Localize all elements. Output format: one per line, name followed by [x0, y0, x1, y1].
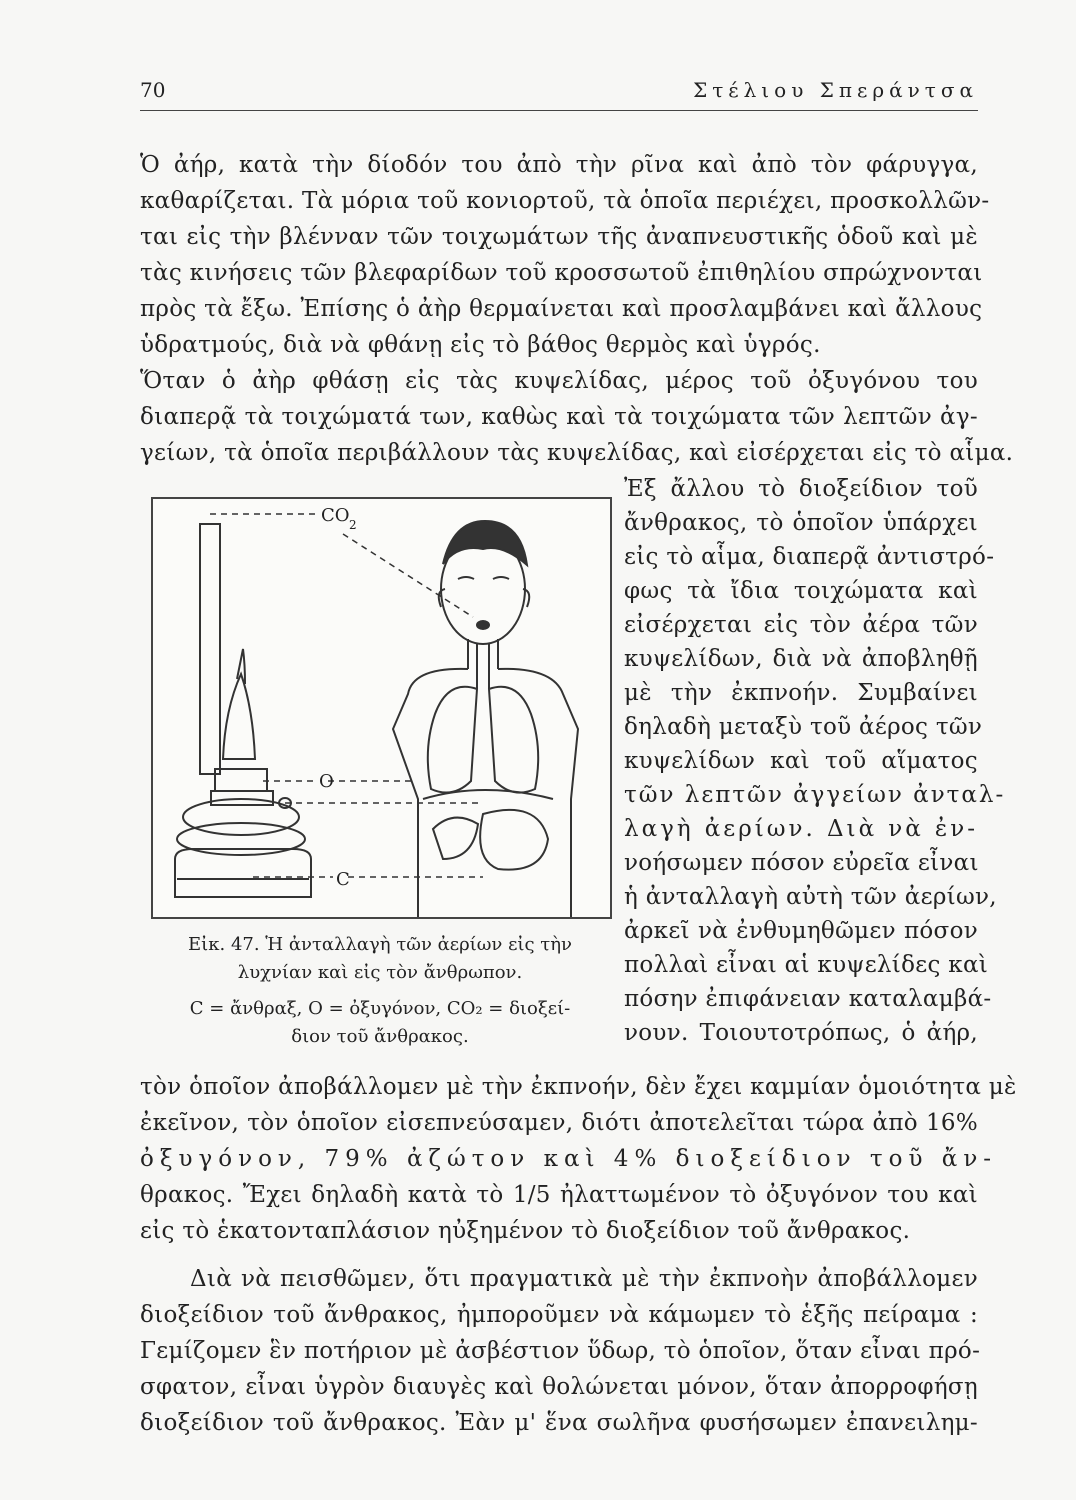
lamp-flame: [223, 674, 255, 759]
stomach: [480, 810, 548, 870]
side-text-line: ἀρκεῖ νὰ ἐνθυμηθῶμεν πόσον: [624, 918, 978, 944]
running-head: Στέλιου Σπεράντσα: [693, 78, 978, 102]
text-line: θρακος. Ἔχει δηλαδὴ κατὰ τὸ 1/5 ἠλαττωμένον τὸ ὀξυγόνον του καὶ: [140, 1182, 978, 1208]
text-line: πρὸς τὰ ἔξω. Ἐπίσης ὁ ἀὴρ θερμαίνεται καὶ προσλαμβάνει καὶ ἄλλους: [140, 296, 983, 322]
side-text-line: κυψελίδων καὶ τοῦ αἵματος: [624, 748, 978, 774]
page-header: [140, 74, 978, 111]
side-text-line: ἡ ἀνταλλαγὴ αὐτὴ τῶν ἀερίων,: [624, 884, 997, 910]
side-text-line: εἰσέρχεται εἰς τὸν ἀέρα τῶν: [624, 612, 978, 638]
text-line: ὀξυγόνον, 79% ἀζώτον καὶ 4% διοξείδιον τοῦ ἄν-: [140, 1146, 998, 1172]
text-line: Ὁ ἀήρ, κατὰ τὴν δίοδόν του ἀπὸ τὴν ρῖνα καὶ ἀπὸ τὸν φάρυγγα,: [140, 152, 978, 178]
figure-caption-line: Εἰκ. 47. Ἡ ἀνταλλαγὴ τῶν ἀερίων εἰς τὴν: [188, 934, 572, 955]
side-text-line: πόσην ἐπιφάνειαν καταλαμβά-: [624, 986, 992, 1012]
text-line: τὸν ὁποῖον ἀποβάλλομεν μὲ τὴν ἐκπνοήν, δὲν ἔχει καμμίαν ὁμοιότητα μὲ: [140, 1074, 1017, 1100]
label-o: O: [319, 771, 334, 792]
text-line: σφατον, εἶναι ὑγρὸν διαυγὲς καὶ θολώνεται μόνον, ὅταν ἀπορροφήσῃ: [140, 1374, 978, 1400]
lung-right: [489, 687, 538, 793]
text-line: ὑδρατμούς, διὰ νὰ φθάνῃ εἰς τὸ βάθος θερμὸς καὶ ὑγρός.: [140, 332, 821, 358]
figure-caption-line: C = ἄνθραξ, O = ὀξυγόνον, CO₂ = διοξεί-: [189, 998, 571, 1019]
side-text-line: ἄνθρακος, τὸ ὁποῖον ὑπάρχει: [624, 510, 978, 536]
text-line: διοξείδιον τοῦ ἄνθρακος, ἠμποροῦμεν νὰ κάμωμεν τὸ ἑξῆς πείραμα :: [140, 1302, 978, 1328]
side-text-line: λαγὴ ἀερίων. Διὰ νὰ ἐν-: [624, 816, 978, 842]
side-text-line: δηλαδὴ μεταξὺ τοῦ ἀέρος τῶν: [624, 714, 983, 740]
figure-caption-line: διον τοῦ ἄνθρακος.: [291, 1026, 469, 1047]
text-line: Ὅταν ὁ ἀὴρ φθάσῃ εἰς τὰς κυψελίδας, μέρος τοῦ ὀξυγόνου του: [140, 368, 978, 394]
side-text-line: Ἐξ ἄλλου τὸ διοξείδιον τοῦ: [624, 476, 978, 502]
page-number: 70: [140, 78, 166, 102]
side-text-line: εἰς τὸ αἷμα, διαπερᾷ ἀντιστρό-: [624, 544, 995, 570]
text-line: διοξείδιον τοῦ ἄνθρακος. Ἐὰν μ' ἕνα σωλῆνα φυσήσωμεν ἐπανειλημ-: [140, 1410, 978, 1436]
side-text-line: πολλαὶ εἶναι αἱ κυψελίδες καὶ: [624, 952, 989, 978]
figure-illustration: [153, 499, 610, 917]
text-line: καθαρίζεται. Τὰ μόρια τοῦ κονιορτοῦ, τὰ ὁποῖα περιέχει, προσκολλῶν-: [140, 188, 990, 214]
figure-caption-line: λυχνίαν καὶ εἰς τὸν ἄνθρωπον.: [237, 962, 523, 983]
person-torso: [393, 669, 578, 917]
side-text-line: τῶν λεπτῶν ἀγγείων ἀνταλ-: [624, 782, 1006, 808]
label-co2-subscript: 2: [349, 518, 357, 532]
side-text-line: μὲ τὴν ἐκπνοήν. Συμβαίνει: [624, 680, 978, 706]
label-c: C: [336, 869, 350, 890]
figure-gas-exchange: [151, 497, 612, 919]
text-line: Διὰ νὰ πεισθῶμεν, ὅτι πραγματικὰ μὲ τὴν ἐκπνοὴν ἀποβάλλομεν: [190, 1266, 978, 1292]
lung-left: [428, 687, 477, 793]
side-text-line: φως τὰ ἴδια τοιχώματα καὶ: [624, 578, 978, 604]
text-line: διαπερᾷ τὰ τοιχώματά των, καθὼς καὶ τὰ τοιχώματα τῶν λεπτῶν ἀγ-: [140, 404, 978, 430]
text-line: εἰς τὸ ἑκατονταπλάσιον ηὐξημένον τὸ διοξείδιον τοῦ ἄνθρακος.: [140, 1218, 911, 1244]
text-line: Γεμίζομεν ἓν ποτήριον μὲ ἀσβέστιον ὕδωρ, τὸ ὁποῖον, ὅταν εἶναι πρό-: [140, 1338, 981, 1364]
label-co2: CO: [321, 505, 350, 526]
lamp-chimney: [200, 524, 220, 774]
lamp-burner: [215, 769, 267, 791]
side-text-line: νουν. Τοιουτοτρόπως, ὁ ἀήρ,: [624, 1020, 978, 1046]
side-text-line: κυψελίδων, διὰ νὰ ἀποβληθῇ: [624, 646, 978, 672]
text-line: ἐκεῖνον, τὸν ὁποῖον εἰσεπνεύσαμεν, διότι ἀποτελεῖται τώρα ἀπὸ 16%: [140, 1110, 978, 1136]
text-line: γείων, τὰ ὁποῖα περιβάλλουν τὰς κυψελίδας, καὶ εἰσέρχεται εἰς τὸ αἷμα.: [140, 440, 1014, 466]
lamp-base: [175, 849, 311, 897]
side-text-line: νοήσωμεν πόσον εὐρεῖα εἶναι: [624, 850, 979, 876]
text-line: τὰς κινήσεις τῶν βλεφαρίδων τοῦ κροσσωτοῦ ἐπιθηλίου σπρώχνονται: [140, 260, 983, 286]
text-line: ται εἰς τὴν βλένναν τῶν τοιχωμάτων τῆς ἀναπνευστικῆς ὁδοῦ καὶ μὲ: [140, 224, 978, 250]
